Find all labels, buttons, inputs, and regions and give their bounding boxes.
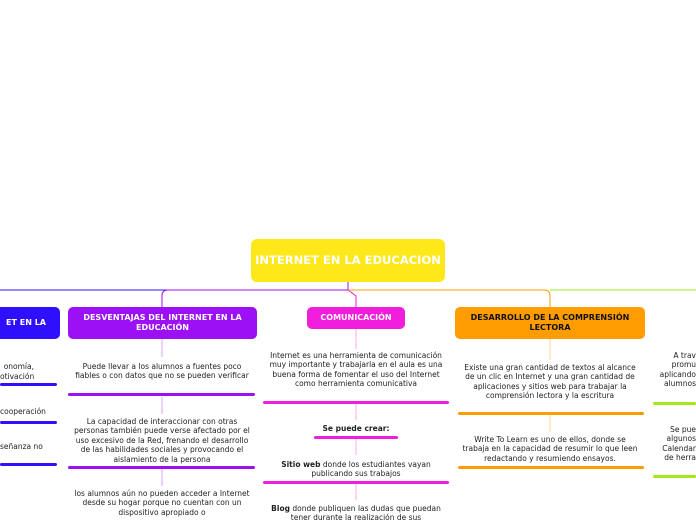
leaf-underline: [0, 383, 57, 386]
leaf-bold: Blog: [271, 504, 290, 513]
leaf-underline: [68, 393, 255, 396]
leaf-text[interactable]: onomía,: [3, 362, 34, 371]
leaf-line: algunos: [666, 434, 696, 444]
leaf-underline: [263, 481, 449, 484]
branch-title: ET EN LA: [6, 318, 46, 327]
leaf-label: Se puede crear:: [322, 424, 390, 433]
central-topic[interactable]: INTERNET EN LA EDUCACION: [251, 239, 445, 282]
branch-title: COMUNICACIÓN: [320, 313, 392, 322]
leaf-textos-aplicaciones[interactable]: Existe una gran cantidad de textos al alcance de un clic en Internet y una gran cantidad de aplicaciones y sitios web para trabajar la comprensión lectora y la escritura: [464, 363, 636, 401]
leaf-underline: [458, 466, 644, 469]
branch-desventajas[interactable]: [68, 307, 257, 339]
leaf-underline: [458, 412, 644, 415]
leaf-line: Se pue: [670, 425, 696, 434]
leaf-line: de herra: [664, 453, 696, 463]
leaf-rest: donde los estudiantes vayan publicando sus trabajos: [311, 460, 431, 479]
leaf-right-1[interactable]: [656, 351, 696, 389]
leaf-line: aplicando: [659, 369, 696, 379]
leaf-underline: [653, 475, 696, 478]
leaf-underline: [0, 463, 57, 466]
leaf-text[interactable]: otivación: [0, 372, 35, 381]
leaf-write-to-learn[interactable]: Write To Learn es uno de ellos, donde se trabaja en la capacidad de resumir lo que leen redactando y resumiendo ensayos.: [462, 435, 638, 463]
leaf-line: Calendar: [662, 443, 696, 453]
leaf-bold: Sitio web: [281, 460, 321, 469]
branch-title: DESVENTAJAS DEL INTERNET EN LA EDUCACIÓN: [83, 313, 242, 332]
leaf-underline: [314, 436, 398, 439]
leaf-text[interactable]: señanza no: [0, 442, 43, 451]
branch-comprension-lectora[interactable]: [455, 307, 645, 339]
leaf-underline: [653, 402, 696, 405]
leaf-acceso-internet[interactable]: los alumnos aún no pueden acceder a Internet desde su hogar porque no cuentan con un dispositivo apropiado o: [74, 489, 250, 517]
leaf-underline: [68, 466, 255, 469]
leaf-right-2[interactable]: [656, 425, 696, 463]
leaf-interaccion-social[interactable]: La capacidad de interaccionar con otras personas también puede verse afectado por el uso excesivo de la Red, frenando el desarrollo de las habilidades sociales y provocando el aislamiento de la persona: [74, 417, 250, 464]
leaf-fuentes-poco-fiables[interactable]: Puede llevar a los alumnos a fuentes poco fiables o con datos que no se pueden verificar: [75, 362, 249, 381]
leaf-underline: [0, 421, 57, 424]
leaf-se-puede-crear[interactable]: [306, 424, 406, 433]
leaf-text[interactable]: cooperación: [0, 407, 46, 416]
leaf-underline: [263, 401, 449, 404]
branch-title: DESARROLLO DE LA COMPRENSIÓN LECTORA: [470, 313, 630, 332]
leaf-rest: donde publiquen las dudas que puedan tener durante la realización de sus: [289, 504, 441, 523]
leaf-line: alumnos: [664, 379, 696, 389]
leaf-sitio-web[interactable]: [268, 460, 444, 479]
leaf-line: promu: [671, 360, 696, 370]
leaf-intro-comunicacion[interactable]: Internet es una herramienta de comunicación muy importante y trabajarla en el aula es una buena forma de fomentar el uso del Internet como herramienta comunicativa: [269, 351, 443, 389]
branch-comunicacion[interactable]: [307, 307, 405, 329]
branch-ventajas-cut[interactable]: [0, 307, 60, 339]
leaf-line: A trav: [673, 351, 696, 360]
